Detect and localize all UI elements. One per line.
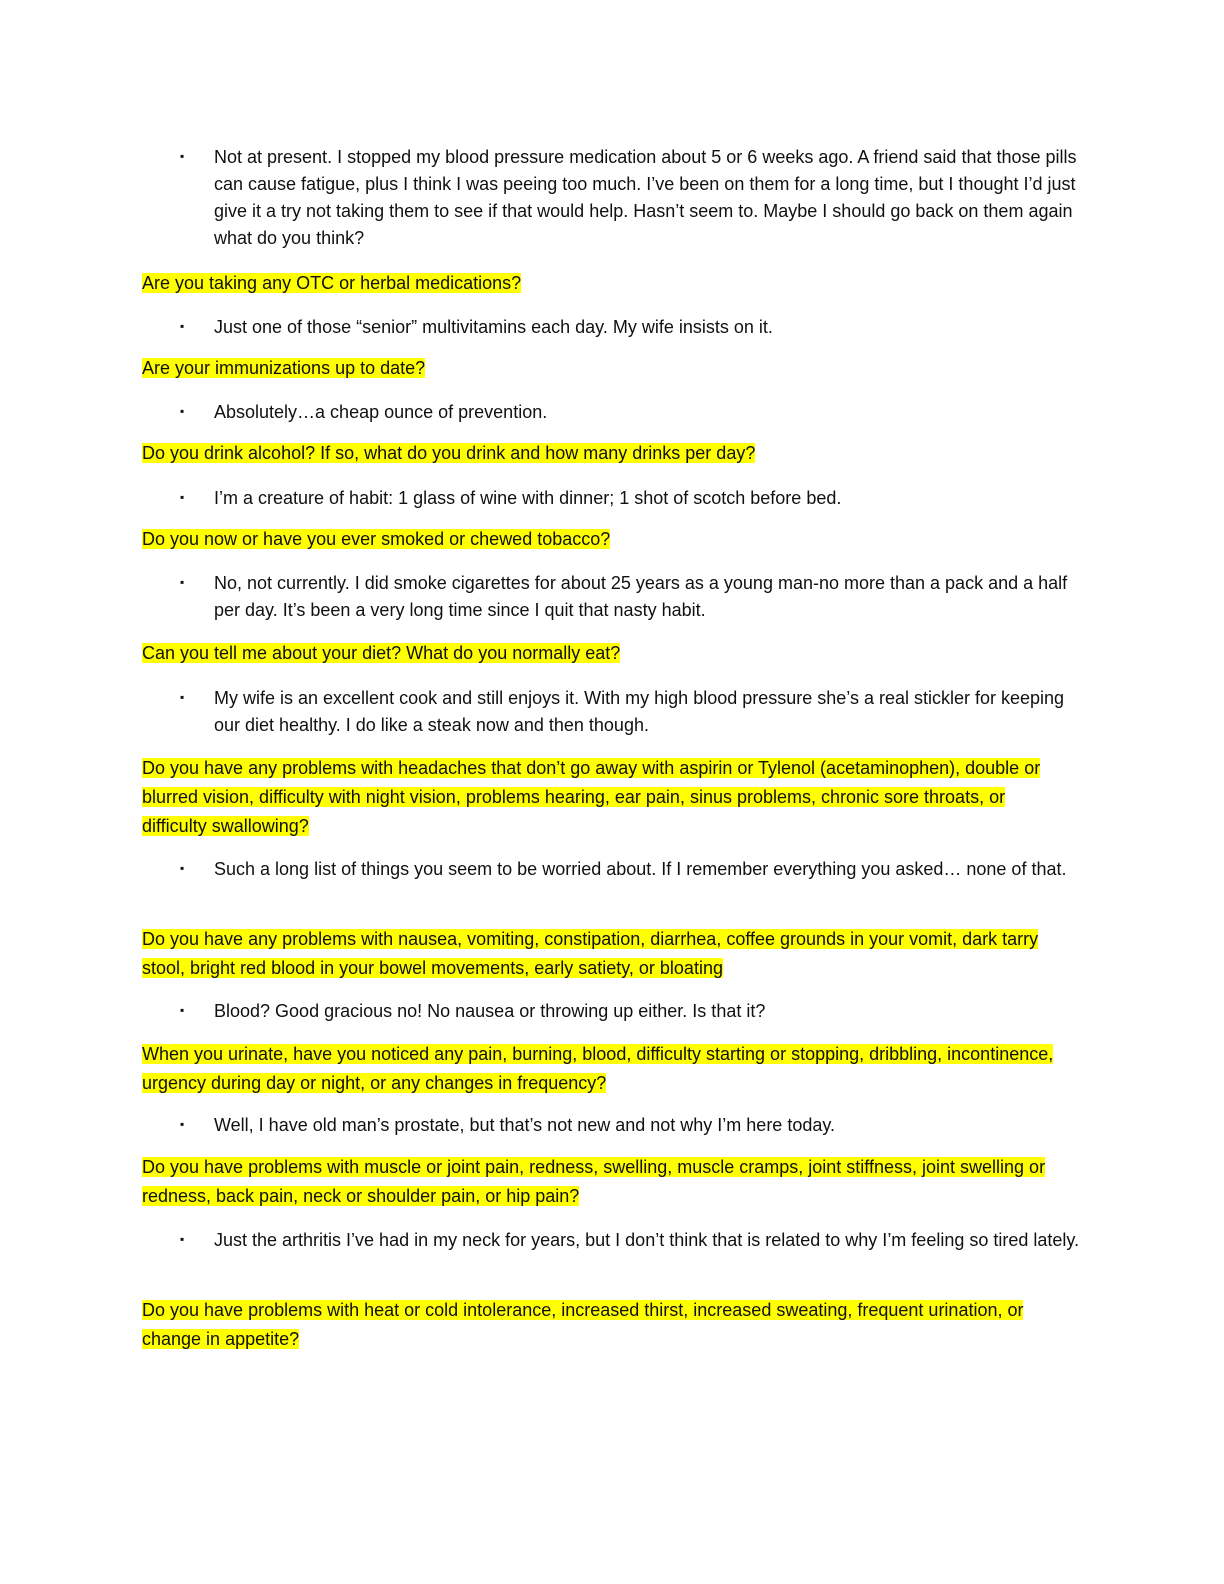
bullet-icon: ▪ [180,575,185,589]
question-text: Do you have any problems with nausea, vomiting, constipation, diarrhea, coffee grounds in your vomit, dark tarry stool, bright red blood in your bowel movements, early satiety, or bloating [142,929,1039,978]
bullet-icon: ▪ [180,1003,185,1017]
answer-paragraph [180,399,1094,426]
answer-text: My wife is an excellent cook and still enjoys it. With my high blood pressure she’s a real stickler for keeping our diet healthy. I do like a steak now and then though. [214,688,1065,735]
question-paragraph [142,925,1062,983]
answer-text: Absolutely…a cheap ounce of prevention. [214,402,548,422]
answer-text: Well, I have old man’s prostate, but that’s not new and not why I’m here today. [214,1115,836,1135]
answer-text: I’m a creature of habit: 1 glass of wine with dinner; 1 shot of scotch before bed. [214,488,842,508]
answer-paragraph [180,144,1094,252]
answer-text: Not at present. I stopped my blood pressure medication about 5 or 6 weeks ago. A friend said that those pills can cause fatigue, plus I think I was peeing too much. I’ve been on them for a long time, but I thought I’d just give it a try not taking them to see if that would help. Hasn’t seem to. Maybe I should go back on them again what do you think? [214,147,1077,248]
question-text: Are your immunizations up to date? [142,358,426,378]
answer-paragraph [180,485,1094,512]
answer-paragraph [180,570,1094,624]
bullet-icon: ▪ [180,690,185,704]
question-paragraph [142,754,1062,841]
question-text: Can you tell me about your diet? What do you normally eat? [142,643,621,663]
answer-text: Such a long list of things you seem to be worried about. If I remember everything you asked… none of that. [214,859,1067,879]
answer-paragraph [180,998,1094,1025]
question-text: Do you have any problems with headaches that don’t go away with aspirin or Tylenol (acetaminophen), double or blurred vision, difficulty with night vision, problems hearing, ear pain, sinus problems, chronic sore throats, or difficulty swallowing? [142,758,1041,836]
question-text: Are you taking any OTC or herbal medications? [142,273,522,293]
question-paragraph [142,269,1062,298]
bullet-icon: ▪ [180,1232,185,1246]
answer-paragraph [180,314,1094,341]
bullet-icon: ▪ [180,319,185,333]
answer-text: Just one of those “senior” multivitamins each day. My wife insists on it. [214,317,773,337]
question-paragraph [142,639,1062,668]
question-paragraph [142,354,1062,383]
question-text: Do you drink alcohol? If so, what do you drink and how many drinks per day? [142,443,756,463]
question-paragraph [142,439,1062,468]
answer-paragraph [180,1112,1094,1139]
answer-paragraph [180,685,1094,739]
answer-paragraph [180,856,1094,883]
answer-text: No, not currently. I did smoke cigarettes for about 25 years as a young man-no more than a pack and a half per day. It’s been a very long time since I quit that nasty habit. [214,573,1068,620]
bullet-icon: ▪ [180,1117,185,1131]
bullet-icon: ▪ [180,149,185,163]
question-text: Do you have problems with muscle or joint pain, redness, swelling, muscle cramps, joint stiffness, joint swelling or redness, back pain, neck or shoulder pain, or hip pain? [142,1157,1046,1206]
question-paragraph [142,1296,1062,1354]
question-text: When you urinate, have you noticed any pain, burning, blood, difficulty starting or stopping, dribbling, incontinence, urgency during day or night, or any changes in frequency? [142,1044,1054,1093]
bullet-icon: ▪ [180,490,185,504]
question-text: Do you now or have you ever smoked or chewed tobacco? [142,529,611,549]
question-paragraph [142,525,1062,554]
question-text: Do you have problems with heat or cold intolerance, increased thirst, increased sweating, frequent urination, or change in appetite? [142,1300,1024,1349]
answer-paragraph [180,1227,1094,1254]
question-paragraph [142,1153,1062,1211]
answer-text: Just the arthritis I’ve had in my neck for years, but I don’t think that is related to why I’m feeling so tired lately. [214,1230,1080,1250]
question-paragraph [142,1040,1062,1098]
bullet-icon: ▪ [180,404,185,418]
answer-text: Blood? Good gracious no! No nausea or throwing up either. Is that it? [214,1001,766,1021]
bullet-icon: ▪ [180,861,185,875]
